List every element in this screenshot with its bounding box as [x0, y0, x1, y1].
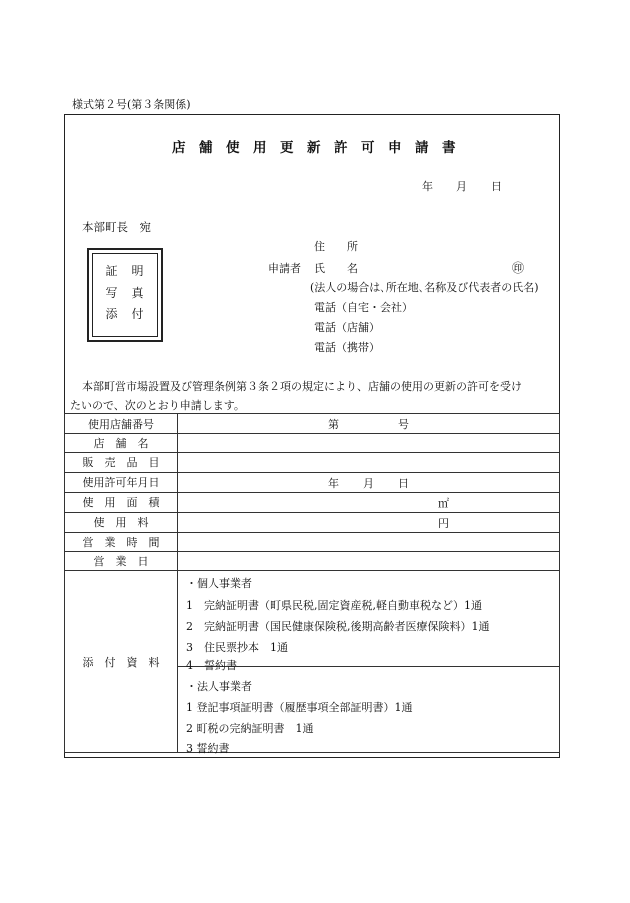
attachment-item: 3 住民票抄本 1通 [186, 641, 288, 655]
title-char: 新 [307, 140, 321, 156]
table-row [65, 512, 560, 532]
date-day-label: 日 [398, 476, 409, 490]
attachment-item: 1 登記事項証明書（履歴事項全部証明書）1通 [186, 701, 413, 715]
area-unit: ㎡ [438, 496, 449, 510]
date-month-label: 月 [363, 476, 374, 490]
date-year-label: 年 [422, 180, 433, 193]
fee-field[interactable] [178, 512, 560, 532]
photo-label-line: 写 真 [105, 286, 145, 300]
title-char: 可 [361, 140, 375, 156]
title-char: 書 [442, 140, 456, 156]
attachment-item: 2 町税の完納証明書 1通 [186, 722, 314, 736]
individual-heading: ・個人事業者 [186, 577, 252, 591]
attachment-item: 3 誓約書 [186, 742, 230, 756]
statement-line: 本部町営市場設置及び管理条例第３条２項の規定により、店舗の使用の更新の許可を受け [82, 380, 522, 393]
attachment-item: 2 完納証明書（国民健康保険税,後期高齢者医療保険料）1通 [186, 620, 490, 634]
address-label: 住 所 [314, 240, 358, 253]
seal-mark: ㊞ [512, 261, 525, 275]
date-day-label: 日 [491, 180, 502, 193]
fee-unit: 円 [438, 516, 449, 530]
table-row [65, 532, 560, 551]
shop-name-field[interactable] [178, 434, 560, 453]
row-label: 営 業 時 間 [65, 532, 178, 551]
phone-mobile-label: 電話（携帯） [314, 341, 380, 354]
photo-label-line: 添 付 [105, 307, 145, 321]
days-field[interactable] [178, 551, 560, 570]
addressee: 本部町長 宛 [82, 220, 151, 234]
title-char: 許 [334, 140, 348, 156]
row-label: 店 舗 名 [65, 434, 178, 453]
row-label: 販 売 品 目 [65, 453, 178, 472]
table-row [65, 414, 560, 434]
row-label: 使 用 料 [65, 512, 178, 532]
title-char: 更 [280, 140, 294, 156]
date-month-label: 月 [456, 180, 467, 193]
applicant-label: 申請者 [268, 262, 301, 275]
photo-label-line: 証 明 [105, 264, 145, 278]
table-row [65, 492, 560, 512]
area-field[interactable] [178, 492, 560, 512]
row-label: 使用許可年月日 [65, 472, 178, 492]
title-char: 舗 [199, 140, 213, 156]
go-label: 号 [398, 418, 409, 431]
table-row [65, 453, 560, 472]
table-row [65, 551, 560, 570]
attachment-item: 4 誓約書 [186, 659, 237, 673]
table-row [65, 434, 560, 453]
attachment-item: 1 完納証明書（町県民税,固定資産税,軽自動車税など）1通 [186, 599, 482, 613]
shop-number-field[interactable] [178, 414, 560, 434]
dai-label: 第 [328, 418, 339, 431]
attachments-cell [178, 571, 560, 756]
row-label: 使 用 面 積 [65, 492, 178, 512]
statement-line: たいので、次のとおり申請します。 [70, 399, 245, 412]
title-char: 使 [226, 140, 240, 156]
title-char: 請 [415, 140, 429, 156]
title-char: 用 [253, 140, 267, 156]
corporate-heading: ・法人事業者 [186, 680, 252, 694]
row-label: 使用店舗番号 [65, 414, 178, 434]
table-row [65, 472, 560, 492]
phone-home-label: 電話（自宅・会社） [314, 301, 413, 314]
hours-field[interactable] [178, 532, 560, 551]
form-reference: 様式第２号(第３条関係) [72, 98, 191, 111]
title-char: 申 [388, 140, 402, 156]
row-label: 営 業 日 [65, 551, 178, 570]
row-label: 添 付 資 料 [65, 571, 178, 753]
title-char: 店 [172, 140, 186, 156]
permit-date-field[interactable] [178, 472, 560, 492]
application-table [64, 413, 560, 756]
goods-field[interactable] [178, 453, 560, 472]
name-label: 氏 名 [314, 262, 358, 275]
table-row [65, 571, 560, 753]
date-year-label: 年 [328, 476, 339, 490]
corporate-note: (法人の場合は､所在地､名称及び代表者の氏名) [310, 281, 539, 294]
phone-store-label: 電話（店舗） [314, 321, 380, 334]
